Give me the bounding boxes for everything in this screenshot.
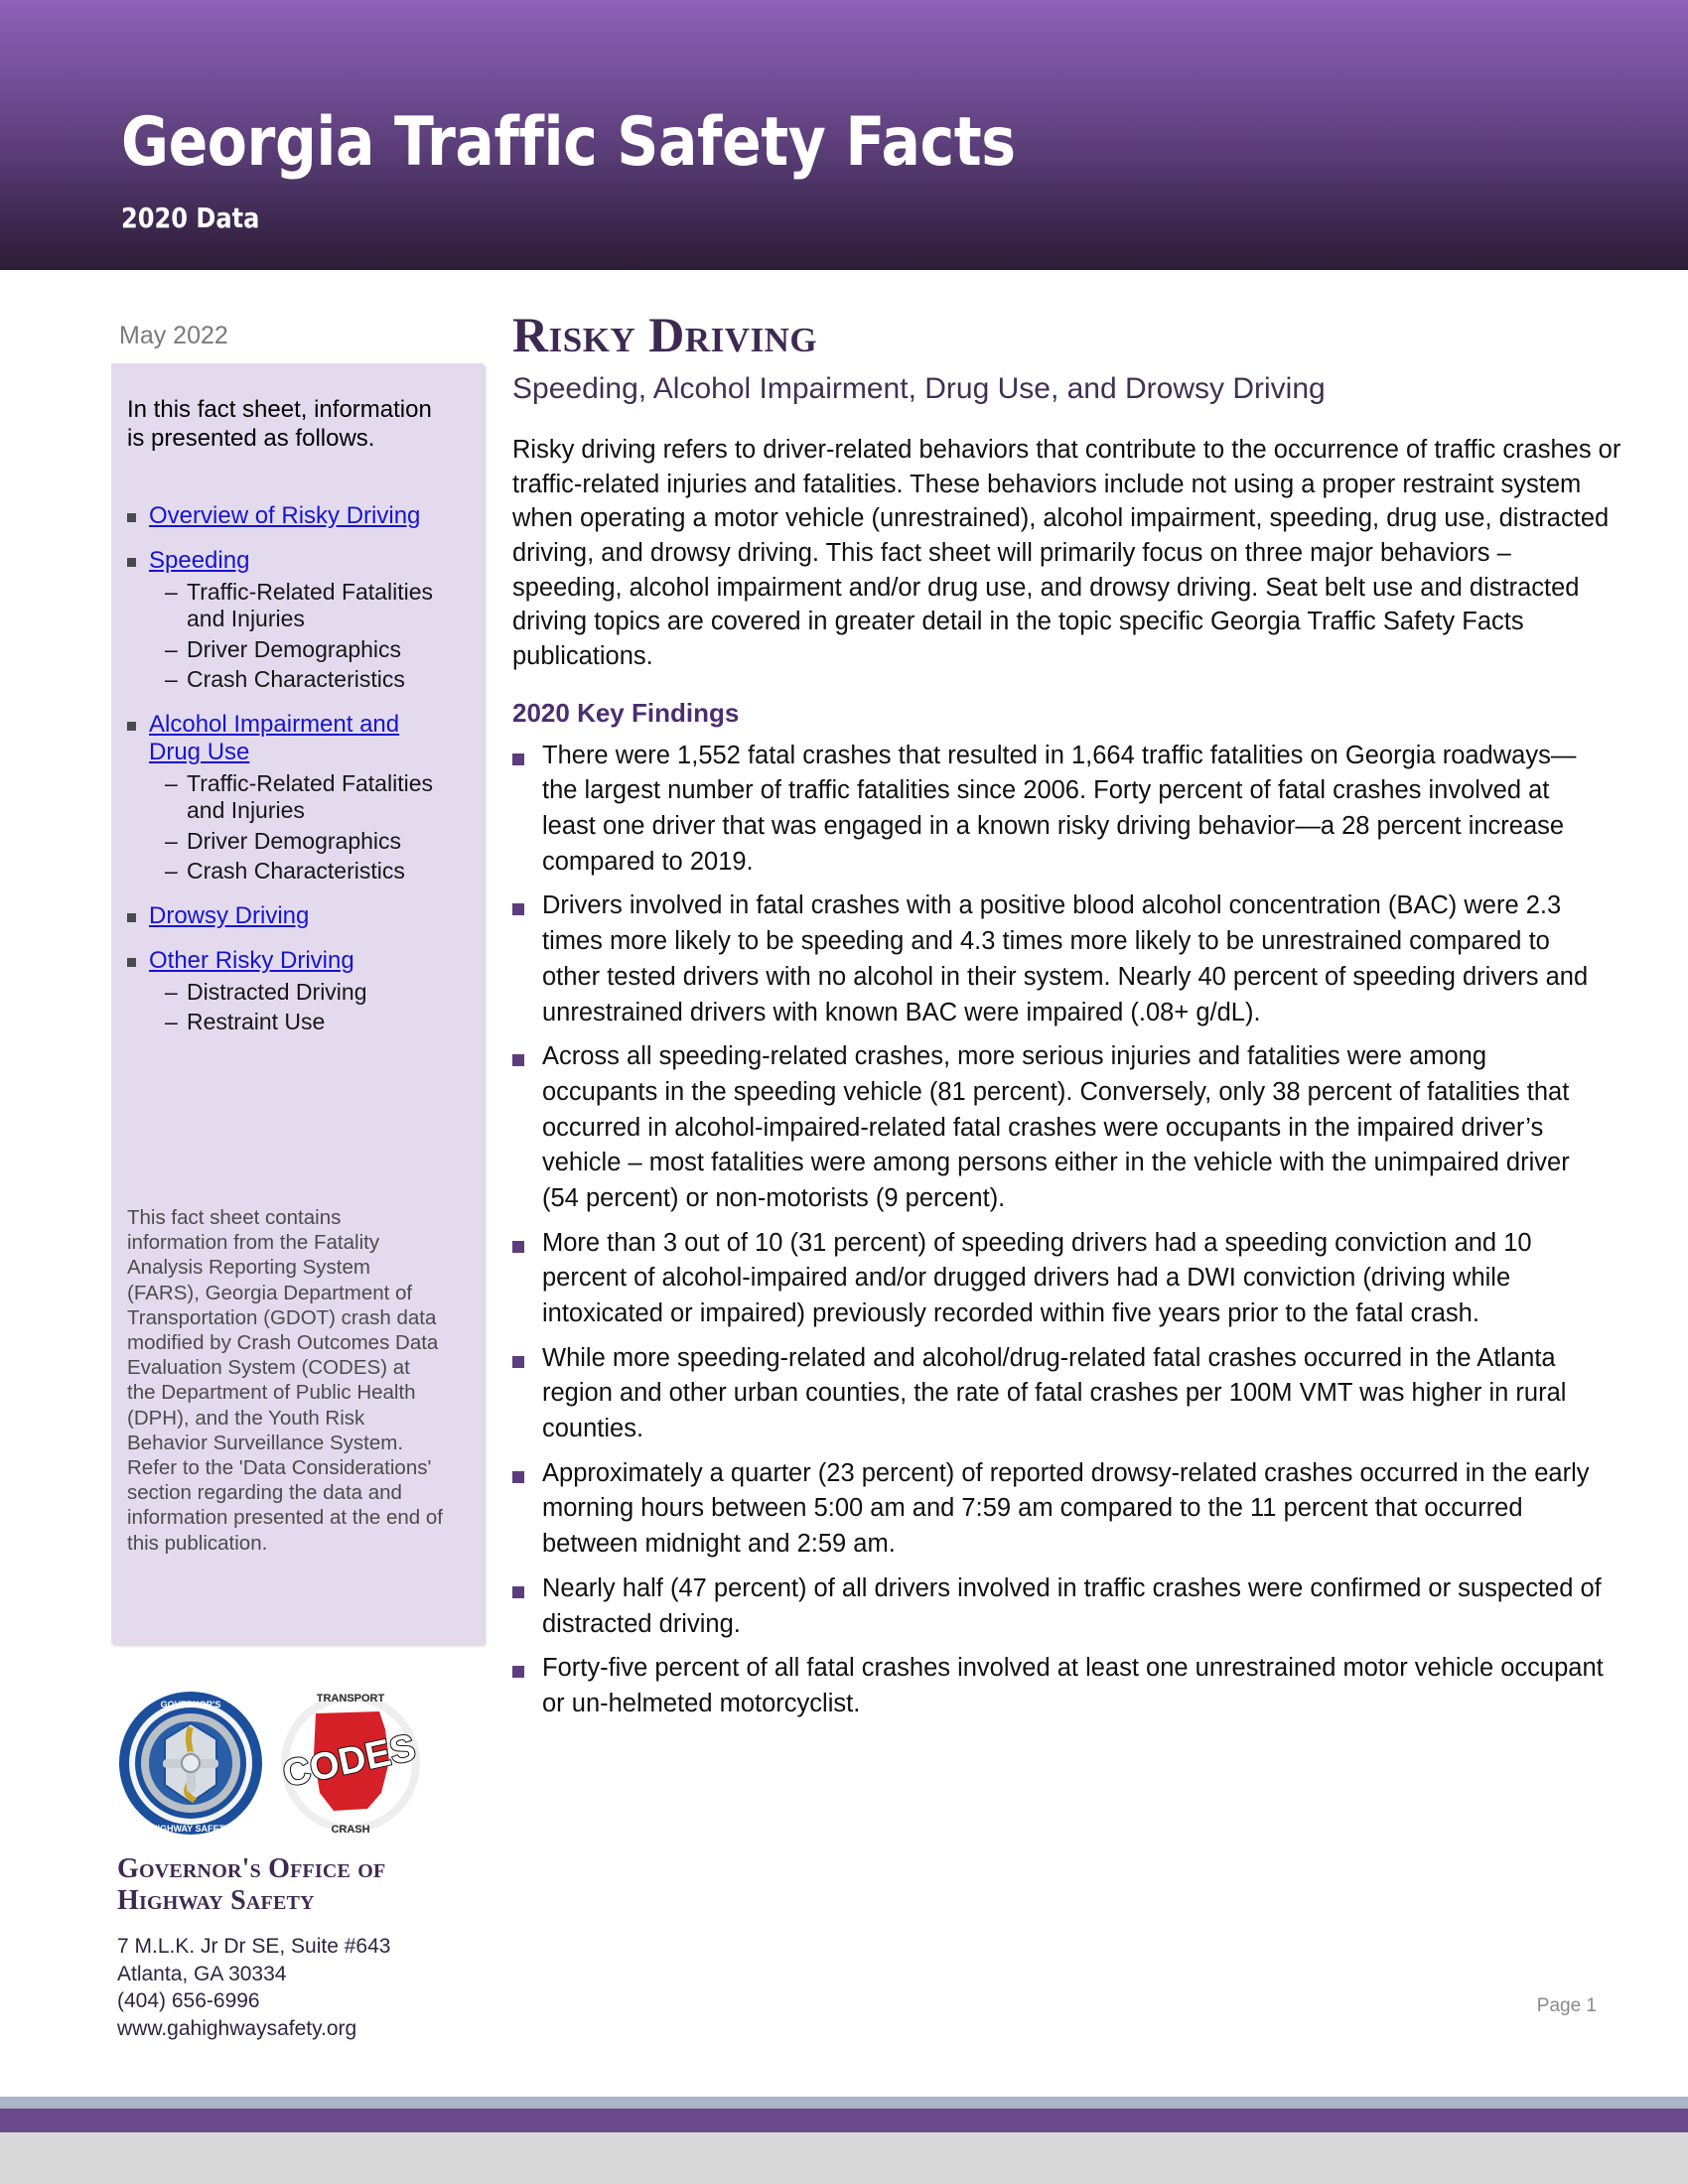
sidebar [0,270,496,2097]
square-bullet-icon [512,1471,524,1483]
list-item [165,858,465,886]
footer-bar [0,2109,1688,2132]
toc-link-alcohol-drug[interactable]: Alcohol Impairment and Drug Use [149,711,400,766]
square-bullet-icon [127,913,136,922]
finding-text: While more speeding-related and alcohol/drug-related fatal crashes occurred in the Atlanta region and other urban counties, the rate of fatal crashes per 100M VMT was higher in rural counties. [542,1343,1567,1443]
toc-sub-label: Traffic-Related Fatalities and Injuries [187,769,433,824]
dash-icon: – [165,1009,178,1035]
toc-sublist-alcohol [127,770,465,886]
square-bullet-icon [127,958,136,967]
finding-text: Across all speeding-related crashes, more serious injuries and fatalities were among occupants in the speeding vehicle (81 percent). Conversely, only 38 percent of fatalities that occurred in alcohol-impaired-related fatal crashes were occupants in the impaired driver’s vehicle – most fatalities were among persons either in the vehicle with the unimpaired driver (54 percent) or non-motorists (9 percent). [542,1042,1570,1212]
intro-paragraph: Risky driving refers to driver-related behaviors that contribute to the occurrence of traffic crashes or traffic-related injuries and fatalities. These behaviors include not using a proper restraint system when operating a motor vehicle (unrestrained), alcohol impairment, speeding, drug use, distracted driving, and drowsy driving. This fact sheet will primarily focus on three major behaviors – speeding, alcohol impairment and/or drug use, and drowsy driving. Seat belt use and distracted driving topics are covered in greater detail in the topic specific Georgia Traffic Safety Facts publications. [512,436,1621,671]
address-line-1: 7 M.L.K. Jr Dr SE, Suite #643 [117,1935,391,1958]
toc-item-speeding [127,547,465,694]
svg-text:CODES: CODES [279,1726,420,1796]
address-phone: (404) 656-6996 [117,1989,260,2013]
toc-item-drowsy [127,902,465,930]
finding-text: Drivers involved in fatal crashes with a positive blood alcohol concentration (BAC) were 2.3 times more likely to be speeding and 4.3 times more likely to be unrestrained compared to other tested drivers with no alcohol in their system. Nearly 40 percent of speeding drivers and unrestrained drivers with known BAC were impaired (.08+ g/dL). [542,891,1589,1026]
toc-link-drowsy[interactable]: Drowsy Driving [149,902,310,929]
toc-sub-label: Restraint Use [187,1009,326,1035]
dash-icon: – [165,769,178,796]
dash-icon: – [165,827,178,854]
list-item [512,1571,1624,1642]
toc-sub-label: Driver Demographics [187,635,402,662]
list-item [512,1039,1624,1216]
svg-text:TRANSPORT: TRANSPORT [316,1693,385,1705]
toc-link-speeding[interactable]: Speeding [149,547,250,575]
table-of-contents-box [111,363,484,1644]
gohs-seal-logo [117,1690,264,1837]
svg-text:HIGHWAY SAFETY: HIGHWAY SAFETY [150,1824,231,1834]
finding-text: Nearly half (47 percent) of all drivers involved in traffic crashes were confirmed or suspected of distracted driving. [542,1573,1602,1638]
list-item [512,888,1624,1030]
toc-sub-label: Traffic-Related Fatalities and Injuries [187,578,433,632]
square-bullet-icon [127,722,136,731]
list-item [512,1226,1624,1332]
svg-text:GOVERNOR'S: GOVERNOR'S [160,1700,221,1709]
finding-text: Approximately a quarter (23 percent) of reported drowsy-related crashes occurred in the early morning hours between 5:00 am and 7:59 am compared to the 11 percent that occurred between midnight and 2:59 am. [542,1458,1590,1559]
list-item [165,979,465,1007]
dash-icon: – [165,666,178,693]
logo-row [117,1690,475,1839]
square-bullet-icon [512,1586,524,1598]
toc-item-alcohol [127,711,465,886]
dash-icon: – [165,635,178,662]
toc-sublist-other [127,979,465,1036]
square-bullet-icon [512,1356,524,1368]
list-item [165,1009,465,1036]
page-number: Page 1 [1536,1995,1597,2016]
list-item [512,1341,1624,1447]
viewer-background [0,2132,1688,2184]
codes-seal-logo [276,1690,425,1837]
main-content [512,270,1624,2097]
list-item [512,739,1624,881]
publication-subtitle: 2020 Data [121,202,260,234]
square-bullet-icon [512,1666,524,1678]
finding-text: Forty-five percent of all fatal crashes involved at least one unrestrained motor vehicle occupant or un-helmeted motorcyclist. [542,1654,1604,1717]
key-findings-heading: 2020 Key Findings [512,697,740,728]
square-bullet-icon [127,558,136,567]
toc-link-other-risky[interactable]: Other Risky Driving [149,947,354,975]
page-title: Risky Driving [512,307,818,362]
square-bullet-icon [512,1054,524,1066]
data-sources-note: This fact sheet contains information from the Fatality Analysis Reporting System (FARS), Georgia Department of Transportation (GDOT) crash data modified by Crash Outcomes Data Evaluation System (CODES) at the Department of Public Health (DPH), and the Youth Risk Behavior Surveillance System. Refer to the 'Data Considerations' section regarding the data and information presented at the end of this publication. [127,1206,443,1555]
dash-icon: – [165,858,178,885]
list-item [512,1651,1624,1721]
list-item [165,579,465,633]
page-subtitle: Speeding, Alcohol Impairment, Drug Use, and Drowsy Driving [512,372,1326,405]
square-bullet-icon [512,1241,524,1253]
publication-title: Georgia Traffic Safety Facts [121,103,1016,182]
toc-sub-label: Distracted Driving [187,978,367,1005]
toc-sublist-speeding [127,579,465,694]
square-bullet-icon [512,903,524,915]
finding-text: There were 1,552 fatal crashes that resulted in 1,664 traffic fatalities on Georgia roadways—the largest number of traffic fatalities since 2006. Forty percent of fatal crashes involved at least one driver that was engaged in a known risky driving behavior—a 28 percent increase compared to 2019. [542,741,1577,876]
square-bullet-icon [127,513,136,522]
toc-sub-label: Crash Characteristics [187,666,405,693]
issue-date: May 2022 [119,322,228,349]
dash-icon: – [165,578,178,605]
list-item [165,666,465,694]
toc-item-other [127,947,465,1036]
svg-text:CRASH: CRASH [331,1824,370,1836]
toc-sub-label: Crash Characteristics [187,858,405,885]
key-findings-list [512,739,1624,1722]
list-item [512,1456,1624,1563]
square-bullet-icon [512,753,524,765]
page-header-banner [0,0,1688,270]
organization-name: Governor's Office of Highway Safety [117,1853,386,1916]
address-line-2: Atlanta, GA 30334 [117,1962,287,1985]
list-item [165,828,465,856]
toc-intro-text: In this fact sheet, information is presented as follows. [127,396,432,453]
dash-icon: – [165,978,178,1005]
toc-list [127,502,465,1053]
list-item [165,770,465,825]
address-website[interactable]: www.gahighwaysafety.org [117,2017,357,2041]
list-item [165,636,465,664]
toc-item-overview [127,502,465,530]
toc-sub-label: Driver Demographics [187,827,402,854]
organization-address [117,1933,455,2043]
footer-rule [0,2097,1688,2109]
toc-link-overview[interactable]: Overview of Risky Driving [149,502,421,529]
finding-text: More than 3 out of 10 (31 percent) of speeding drivers had a speeding conviction and 10 percent of alcohol-impaired and/or drugged drivers had a DWI conviction (driving while intoxicated or impaired) previously recorded within five years prior to the fatal crash. [542,1228,1532,1328]
